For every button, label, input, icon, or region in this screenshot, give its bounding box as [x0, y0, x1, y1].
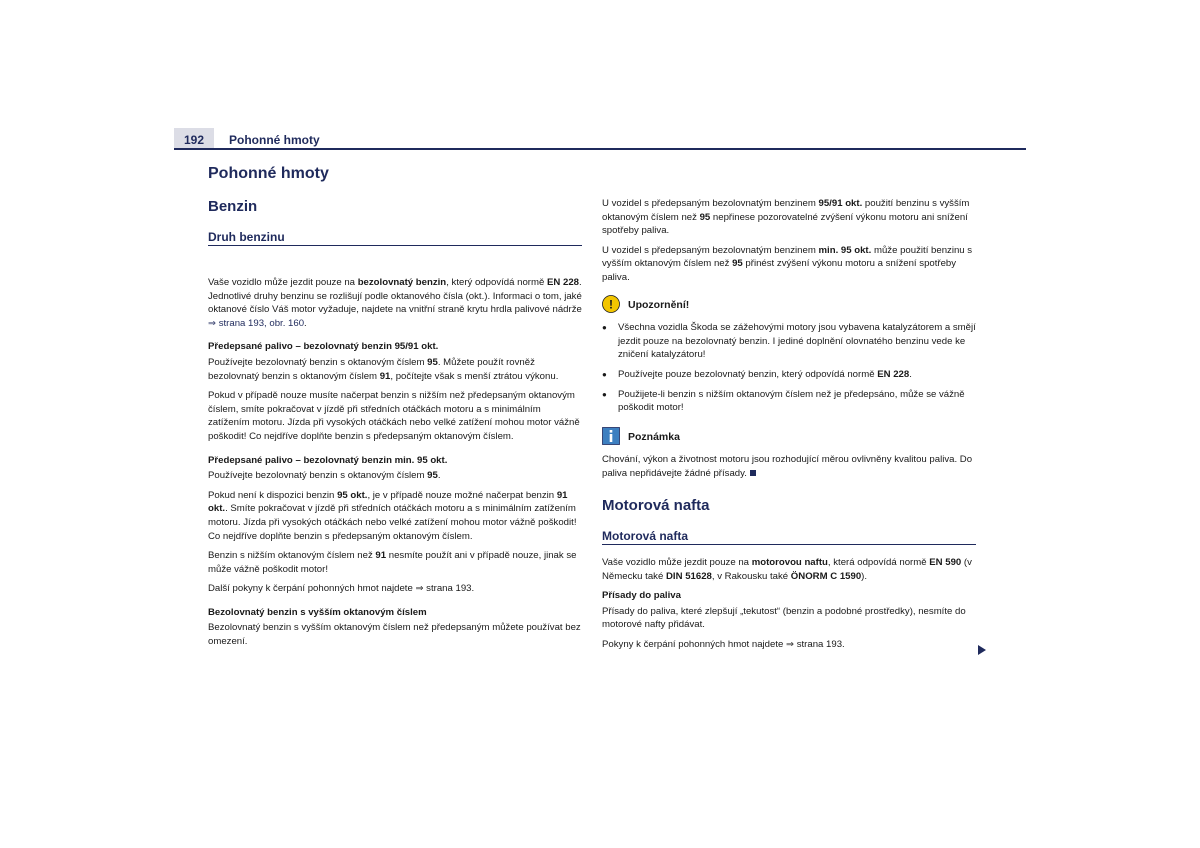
- continue-arrow-icon[interactable]: [977, 643, 987, 661]
- paragraph: Pokyny k čerpání pohonných hmot najdete ⇒ strana 193.: [602, 638, 845, 650]
- section-title-benzin: Benzin: [208, 198, 258, 215]
- warning-bullet: ● Použijete-li benzin s nižším oktanovým číslem než je předepsáno, může se vážně poškodit motor!: [602, 388, 976, 415]
- page-number: 192: [174, 128, 214, 149]
- note-text: Chování, výkon a životnost motoru jsou rozhodující měrou ovlivněny kvalitou paliva. Do paliva nepřidávejte žádné přísady.: [602, 454, 973, 479]
- paragraph: Pokud není k dispozici benzin 95 okt., je v případě nouze možné načerpat benzin 91 okt.. Smíte pokračovat v jízdě při středních otáčkách motoru a s minimálním zatížením motoru. Jízda při vysokých otáčkách nebo velké zatížení mohou motor vážně poškodit! Co nejdříve doplňte benzin s předepsaným oktanovým číslem.: [208, 489, 577, 542]
- subsection-rule: [602, 544, 976, 545]
- note-header: [602, 427, 976, 450]
- chapter-title: Pohonné hmoty: [208, 165, 329, 182]
- paragraph: U vozidel s předepsaným bezolovnatým benzinem 95/91 okt. použití benzinu s vyšším oktanovým číslem než 95 nepřinese pozorovatelné zvýšení výkonu motoru ani snížení spotřeby paliva.: [602, 198, 970, 237]
- subsection-rule: [208, 245, 582, 246]
- paragraph: Další pokyny k čerpání pohonných hmot najdete ⇒ strana 193.: [208, 583, 475, 595]
- note-title: Poznámka: [628, 431, 680, 444]
- subheading-95-91: Předepsané palivo – bezolovnatý benzin 95/91 okt.: [208, 341, 439, 353]
- left-column-body: [208, 276, 582, 655]
- right-column-body: [602, 197, 976, 487]
- end-of-section-icon: [750, 470, 756, 476]
- paragraph: Vaše vozidlo může jezdit pouze na motorovou naftu, která odpovídá normě EN 590 (v Německu také DIN 51628, v Rakousku také ÖNORM C 1590).: [602, 557, 972, 582]
- warning-title: Upozornění!: [628, 299, 690, 312]
- paragraph: Pokud v případě nouze musíte načerpat benzin s nižším než předepsaným oktanovým číslem, smíte pokračovat v jízdě při středních otáčkách motoru a s minimálním zatížením motoru. Jízda při vysokých otáčkách nebo velké zatížení mohou motor vážně poškodit! Co nejdříve doplňte benzin s předepsaným oktanovým číslem.: [208, 390, 580, 442]
- subheading-higher-octane: Bezolovnatý benzin s vyšším oktanovým číslem: [208, 606, 427, 618]
- subheading-additives: Přísady do paliva: [602, 590, 681, 602]
- section-title-diesel: Motorová nafta: [602, 497, 710, 514]
- warning-icon: [602, 295, 620, 318]
- subsection-title-druh-benzinu: Druh benzinu: [208, 230, 285, 244]
- header-rule: [174, 148, 1026, 150]
- paragraph: Bezolovnatý benzin s vyšším oktanovým číslem než předepsaným můžete používat bez omezení.: [208, 622, 581, 648]
- running-title: Pohonné hmoty: [229, 133, 320, 147]
- warning-header: [602, 295, 976, 318]
- cross-reference-link[interactable]: ⇒ strana 193, obr. 160: [208, 317, 305, 329]
- note-box: [602, 427, 976, 481]
- svg-text:!: !: [609, 297, 613, 312]
- warning-box: [602, 295, 976, 415]
- warning-bullet: ● Všechna vozidla Škoda se zážehovými motory jsou vybavena katalyzátorem a smějí jezdit pouze na bezolovnatý benzin. I jediné doplnění olovnatého benzinu vede ke zničení katalyzátoru!: [602, 321, 976, 362]
- subheading-min-95: Předepsané palivo – bezolovnatý benzin min. 95 okt.: [208, 454, 448, 466]
- intro-paragraph: Vaše vozidlo může jezdit pouze na bezolovnatý benzin, který odpovídá normě EN 228. Jednotlivé druhy benzinu se rozlišují podle oktanového čísla (okt.). Informaci o tom, jaké oktanové číslo Váš motor vyžaduje, najdete na vnitřní straně krytu hrdla palivové nádrže ⇒ strana 193, obr. 160.: [208, 277, 582, 329]
- paragraph: Používejte bezolovnatý benzin s oktanovým číslem 95. Můžete použít rovněž bezolovnatý benzin s oktanovým číslem 91, počítejte však s menší ztrátou výkonu.: [208, 356, 559, 382]
- paragraph: Přísady do paliva, které zlepšují „tekutost“ (benzin a podobné prostředky), nesmíte do motorové nafty přidávat.: [602, 605, 966, 631]
- paragraph: Benzin s nižším oktanovým číslem než 91 nesmíte použít ani v případě nouze, jinak se může vážně poškodit motor!: [208, 550, 577, 575]
- paragraph: U vozidel s předepsaným bezolovnatým benzinem min. 95 okt. může použití benzinu s vyšším oktanovým číslem než 95 přinést zvýšení výkonu motoru a snížení spotřeby paliva.: [602, 244, 973, 283]
- diesel-body: [602, 556, 976, 658]
- paragraph: Používejte bezolovnatý benzin s oktanovým číslem 95.: [208, 470, 441, 482]
- warning-bullet: ● Používejte pouze bezolovnatý benzin, který odpovídá normě EN 228.: [602, 368, 976, 382]
- info-icon: [602, 427, 620, 450]
- subsection-title-diesel: Motorová nafta: [602, 529, 689, 543]
